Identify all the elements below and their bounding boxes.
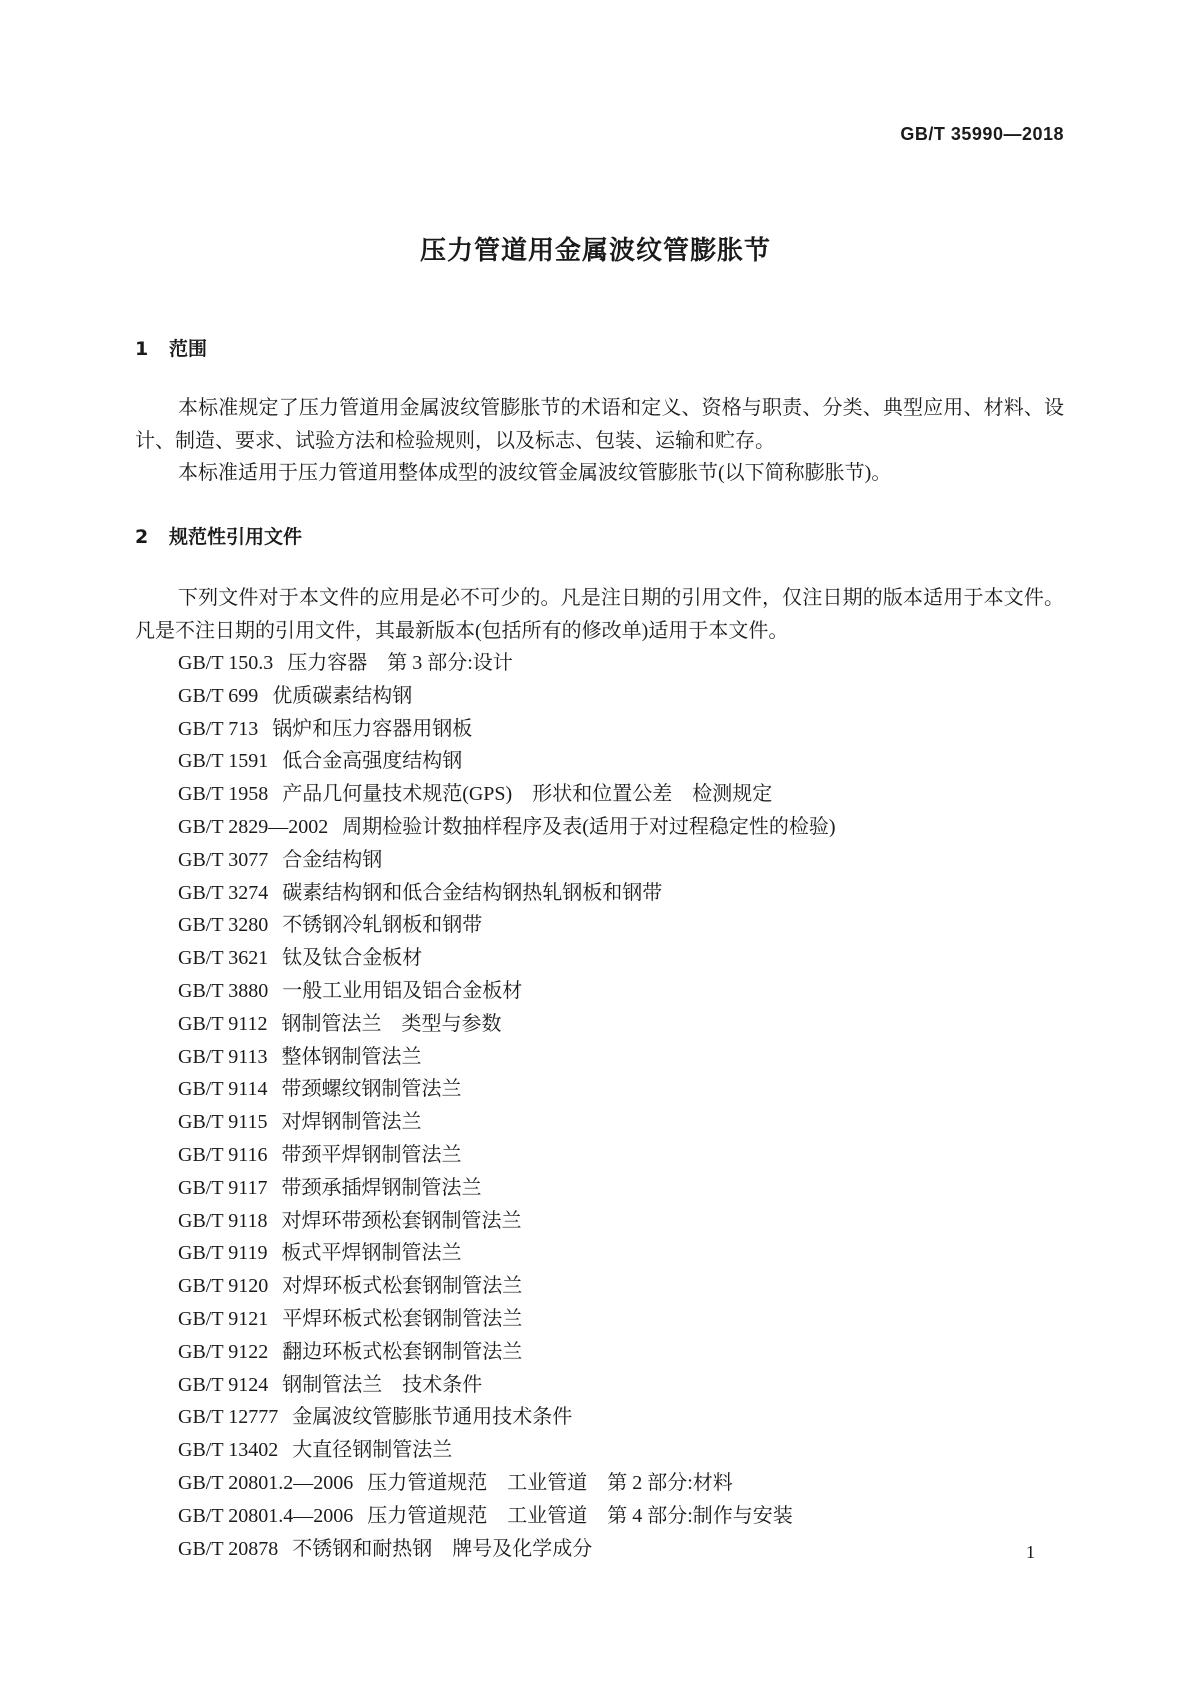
reference-code: GB/T 1591 [178,750,269,773]
reference-item [135,647,1064,680]
reference-item [135,680,1064,713]
reference-code: GB/T 150.3 [178,652,274,674]
reference-title: 金属波纹管膨胀节通用技术条件 [292,1406,573,1429]
reference-code: GB/T 3280 [178,914,269,937]
reference-code: GB/T 9117 [178,1176,268,1199]
reference-item [135,811,1064,844]
reference-code: GB/T 13402 [178,1439,279,1462]
reference-title: 低合金高强度结构钢 [282,750,463,773]
reference-code: GB/T 3880 [178,979,269,1002]
reference-title: 产品几何量技术规范(GPS) 形状和位置公差 检测规定 [282,783,773,806]
reference-code: GB/T 9114 [178,1078,268,1101]
reference-code: GB/T 2829—2002 [178,815,329,838]
reference-code: GB/T 9112 [178,1012,268,1035]
reference-item [135,1139,1064,1172]
reference-title: 合金结构钢 [282,848,383,871]
reference-item [135,1336,1064,1369]
reference-item [135,1041,1064,1074]
reference-code: GB/T 713 [178,717,259,740]
reference-title: 一般工业用铝及铝合金板材 [282,979,523,1002]
reference-item [135,844,1064,877]
reference-title: 周期检验计数抽样程序及表(适用于对过程稳定性的检验) [342,815,836,838]
reference-code: GB/T 20801.4—2006 [178,1504,354,1527]
scope-paragraph-1: 本标准规定了压力管道用金属波纹管膨胀节的术语和定义、资格与职责、分类、典型应用、材料、设计、制造、要求、试验方法和检验规则，以及标志、包装、运输和贮存。 [135,397,1064,452]
reference-item [135,1237,1064,1270]
reference-title: 对焊钢制管法兰 [281,1111,422,1134]
reference-item [135,1303,1064,1336]
reference-code: GB/T 1958 [178,783,269,806]
reference-item [135,778,1064,811]
reference-code: GB/T 20878 [178,1537,279,1560]
standard-code: GB/T 35990—2018 [900,124,1064,144]
reference-list [135,647,1064,1565]
reference-title: 大直径钢制管法兰 [292,1439,453,1462]
reference-code: GB/T 9116 [178,1143,268,1166]
reference-code: GB/T 9113 [178,1045,268,1068]
reference-code: GB/T 3274 [178,881,269,904]
reference-title: 平焊环板式松套钢制管法兰 [282,1307,523,1330]
reference-item [135,1205,1064,1238]
reference-code: GB/T 12777 [178,1406,279,1429]
reference-item [135,1172,1064,1205]
reference-code: GB/T 9120 [178,1275,269,1298]
reference-code: GB/T 9124 [178,1373,269,1396]
reference-title: 对焊环带颈松套钢制管法兰 [281,1209,522,1232]
reference-code: GB/T 699 [178,684,259,707]
reference-code: GB/T 3077 [178,848,269,871]
scope-paragraph-2: 本标准适用于压力管道用整体成型的波纹管金属波纹管膨胀节(以下简称膨胀节)。 [178,462,892,484]
reference-item [135,1500,1064,1533]
reference-title: 锅炉和压力容器用钢板 [272,717,473,740]
reference-title: 整体钢制管法兰 [281,1045,422,1068]
reference-title: 钢制管法兰 技术条件 [282,1373,483,1396]
reference-title: 带颈螺纹钢制管法兰 [281,1078,462,1101]
section-number: 1 [135,338,149,360]
reference-title: 钢制管法兰 类型与参数 [281,1012,502,1035]
reference-title: 不锈钢冷轧钢板和钢带 [282,914,483,937]
reference-item [135,1106,1064,1139]
reference-item [135,713,1064,746]
document-title: 压力管道用金属波纹管膨胀节 [419,236,771,266]
reference-item [135,745,1064,778]
reference-item [135,1401,1064,1434]
reference-title: 板式平焊钢制管法兰 [281,1242,462,1265]
reference-item [135,1533,1064,1566]
reference-item [135,1270,1064,1303]
reference-title: 压力管道规范 工业管道 第 4 部分:制作与安装 [367,1504,793,1527]
reference-title: 对焊环板式松套钢制管法兰 [282,1275,523,1298]
reference-title: 优质碳素结构钢 [272,684,413,707]
page-number: 1 [1026,1542,1035,1562]
reference-title: 带颈承插焊钢制管法兰 [281,1176,482,1199]
reference-title: 带颈平焊钢制管法兰 [281,1143,462,1166]
reference-code: GB/T 9119 [178,1242,268,1265]
section-1-heading [135,334,207,361]
reference-code: GB/T 20801.2—2006 [178,1471,354,1494]
reference-code: GB/T 9118 [178,1209,268,1232]
reference-item [135,1467,1064,1500]
section-title: 范围 [169,338,208,360]
reference-code: GB/T 9115 [178,1111,268,1134]
reference-title: 压力管道规范 工业管道 第 2 部分:材料 [367,1471,733,1494]
reference-item [135,877,1064,910]
reference-item [135,942,1064,975]
reference-title: 翻边环板式松套钢制管法兰 [282,1340,523,1363]
reference-code: GB/T 9121 [178,1307,269,1330]
reference-item [135,975,1064,1008]
reference-item [135,1434,1064,1467]
references-intro: 下列文件对于本文件的应用是必不可少的。凡是注日期的引用文件，仅注日期的版本适用于本文件。凡是不注日期的引用文件，其最新版本(包括所有的修改单)适用于本文件。 [135,587,1064,642]
reference-title: 压力容器 第 3 部分:设计 [287,652,513,674]
reference-item [135,1008,1064,1041]
section-2-body [135,582,1064,1565]
section-2-heading [135,522,302,549]
section-number: 2 [135,526,149,548]
reference-item [135,1073,1064,1106]
section-1-body [135,392,1064,490]
reference-item [135,909,1064,942]
reference-title: 钛及钛合金板材 [282,947,423,970]
reference-code: GB/T 3621 [178,947,269,970]
reference-title: 不锈钢和耐热钢 牌号及化学成分 [292,1537,593,1560]
reference-title: 碳素结构钢和低合金结构钢热轧钢板和钢带 [282,881,663,904]
reference-code: GB/T 9122 [178,1340,269,1363]
reference-item [135,1369,1064,1402]
section-title: 规范性引用文件 [169,526,303,548]
